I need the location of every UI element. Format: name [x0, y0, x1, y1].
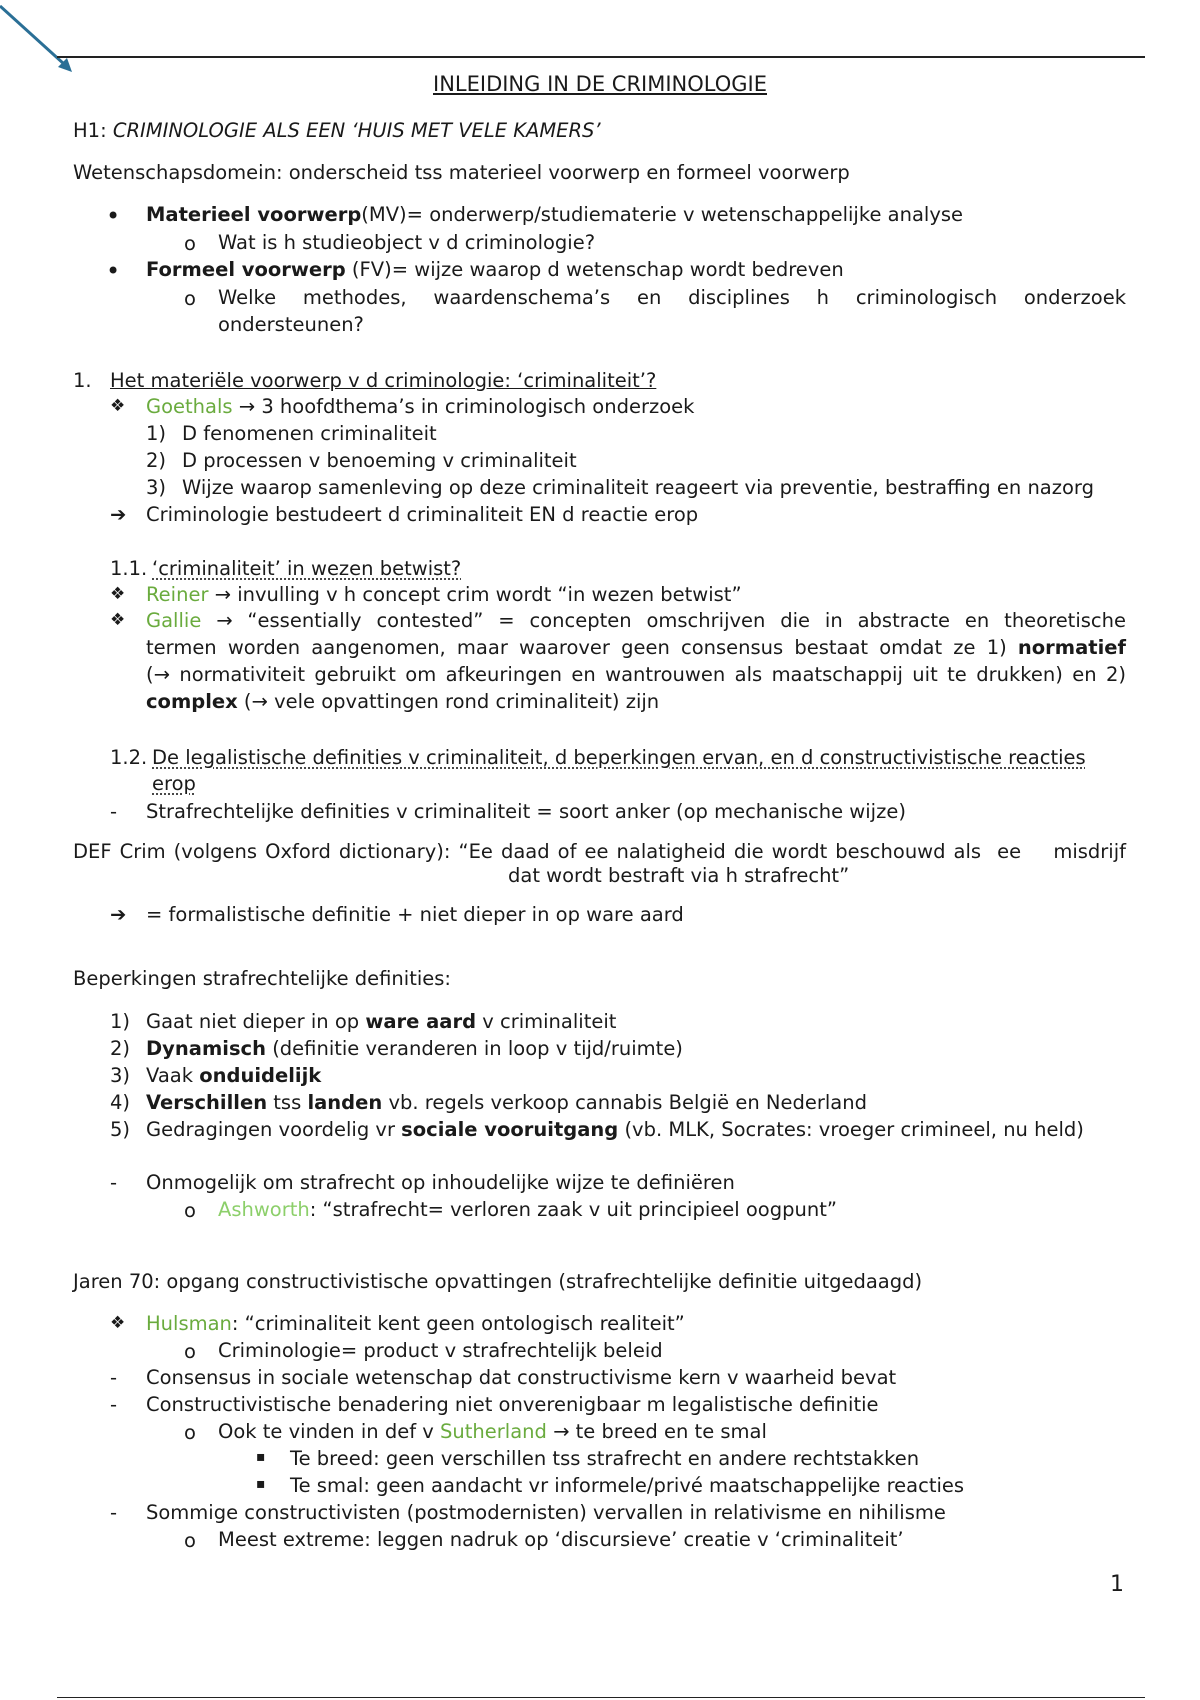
constructivist-item: Constructivistische benadering niet onverenigbaar m legalistische definitie [146, 1393, 879, 1416]
section-1-2-title-line2: erop [152, 772, 196, 795]
limitation-item [146, 1064, 321, 1087]
gallie-normatief: normatief [1017, 636, 1126, 659]
square-bullet-icon: ▪ [256, 1449, 266, 1465]
corner-arrow-icon [0, 0, 80, 80]
limitation-keyword: sociale vooruitgang [401, 1118, 619, 1141]
chapter-title: CRIMINOLOGIE ALS EEN ‘HUIS MET VELE KAMERS’ [112, 119, 601, 142]
dash-bullet: - [110, 1366, 118, 1389]
author-sutherland: Sutherland [440, 1420, 547, 1443]
ashworth-quote: : “strafrecht= verloren zaak v uit principieel oogpunt” [309, 1198, 837, 1221]
gallie-line1 [146, 609, 1126, 632]
sutherland-text: → te breed en te smal [546, 1420, 767, 1443]
limitation-number: 1) [110, 1010, 131, 1033]
circle-bullet-icon: o [184, 287, 196, 310]
limitation-text: Vaak [146, 1064, 200, 1087]
limitation-number: 4) [110, 1091, 131, 1114]
hulsman-subitem: Criminologie= product v strafrechtelijk beleid [218, 1339, 663, 1362]
circle-bullet-icon: o [184, 232, 196, 255]
extreem-item: Meest extreme: leggen nadruk op ‘discursieve’ creatie v ‘criminaliteit’ [218, 1528, 904, 1551]
chapter-heading [73, 119, 601, 142]
limitation-number: 2) [110, 1037, 131, 1060]
mv-subitem: Wat is h studieobject v d criminologie? [218, 231, 596, 254]
fv-subitem-line2: ondersteunen? [218, 313, 364, 336]
limitation-number: 3) [110, 1064, 131, 1087]
diamond-bullet-icon: ❖ [110, 1313, 126, 1333]
consensus-item: Consensus in sociale wetenschap dat constructivisme kern v waarheid bevat [146, 1366, 897, 1389]
bullet-icon: • [106, 257, 121, 285]
crim-conclusion: Criminologie bestudeert d criminaliteit EN d reactie erop [146, 503, 699, 526]
limitation-keyword: landen [307, 1091, 383, 1114]
limitation-text: (definitie veranderen in loop v tijd/ruimte) [266, 1037, 683, 1060]
limitation-keyword: Verschillen [146, 1091, 268, 1114]
theme-number: 2) [146, 449, 167, 472]
arrow-bullet-icon: ➔ [110, 503, 127, 526]
mv-definition: (MV)= onderwerp/studiematerie v wetenschappelijke analyse [361, 203, 964, 226]
reiner-text: → invulling v h concept crim wordt “in wezen betwist” [208, 583, 742, 606]
bullet-icon: • [106, 202, 121, 230]
arrow-bullet-icon: ➔ [110, 903, 127, 926]
gallie-complex: complex [146, 690, 238, 713]
limitation-text: Gaat niet dieper in op [146, 1010, 366, 1033]
section-1-2-title-line1: De legalistische definities v criminaliteit, d beperkingen ervan, en d constructivistische reacties [152, 746, 1086, 769]
limitation-item [146, 1037, 683, 1060]
limitations-heading: Beperkingen strafrechtelijke definities: [73, 967, 451, 990]
gallie-text: termen worden aangenomen, maar waarover geen consensus bestaat omdat ze 1) [146, 636, 1007, 659]
onmogelijk-item: Onmogelijk om strafrecht op inhoudelijke wijze te definiëren [146, 1171, 735, 1194]
limitation-number: 5) [110, 1118, 131, 1141]
theme-item: D fenomenen criminaliteit [182, 422, 437, 445]
limitation-item [146, 1091, 867, 1114]
theme-item: D processen v benoeming v criminaliteit [182, 449, 577, 472]
theme-item: Wijze waarop samenleving op deze criminaliteit reageert via preventie, bestraffing en nazorg [182, 476, 1094, 499]
limitation-keyword: Dynamisch [146, 1037, 266, 1060]
te-breed-item: Te breed: geen verschillen tss strafrecht en andere rechtstakken [290, 1447, 920, 1470]
limitation-text: v criminaliteit [476, 1010, 617, 1033]
limitation-keyword: ware aard [365, 1010, 477, 1033]
author-reiner: Reiner [146, 583, 209, 606]
dash-bullet: - [110, 1501, 118, 1524]
fv-subitem-line1: Welke methodes, waardenschema’s en disciplines h criminologisch onderzoek [218, 286, 1126, 309]
dash-bullet: - [110, 1171, 118, 1194]
fv-item [146, 258, 844, 281]
bottom-rule [57, 1697, 1145, 1698]
chapter-prefix: H1: [73, 119, 113, 142]
jaren70-line: Jaren 70: opgang constructivistische opvattingen (strafrechtelijke definitie uitgedaagd) [73, 1270, 923, 1293]
formalist-note: = formalistische definitie + niet dieper in op ware aard [146, 903, 684, 926]
section-1-2-number: 1.2. [110, 746, 148, 769]
strafrecht-definition: Strafrechtelijke definities v criminaliteit = soort anker (op mechanische wijze) [146, 800, 906, 823]
limitation-text: vb. regels verkoop cannabis België en Nederland [382, 1091, 867, 1114]
ashworth-item [218, 1198, 837, 1221]
hulsman-item [146, 1312, 685, 1335]
limitation-item [146, 1010, 616, 1033]
fv-term: Formeel voorwerp [146, 258, 346, 281]
sutherland-text: Ook te vinden in def v [218, 1420, 441, 1443]
limitation-text: (vb. MLK, Socrates: vroeger crimineel, nu held) [618, 1118, 1084, 1141]
document-title: INLEIDING IN DE CRIMINOLOGIE [433, 72, 767, 96]
diamond-bullet-icon: ❖ [110, 396, 126, 416]
diamond-bullet-icon: ❖ [110, 610, 126, 630]
goethals-text: → 3 hoofdthema’s in criminologisch onderzoek [232, 395, 695, 418]
circle-bullet-icon: o [184, 1199, 196, 1222]
goethals-item [146, 395, 694, 418]
gallie-text: → “essentially contested” = concepten omschrijven die in abstracte en theoretische [201, 609, 1126, 632]
circle-bullet-icon: o [184, 1421, 196, 1444]
mv-item [146, 203, 963, 226]
limitation-keyword: onduidelijk [199, 1064, 322, 1087]
te-smal-item: Te smal: geen aandacht vr informele/privé maatschappelijke reacties [290, 1474, 965, 1497]
fv-definition: (FV)= wijze waarop d wetenschap wordt bedreven [345, 258, 844, 281]
author-goethals: Goethals [146, 395, 233, 418]
gallie-line3: (→ normativiteit gebruikt om afkeuringen en wantrouwen als maatschappij uit te drukken) en 2) [146, 663, 1126, 686]
author-ashworth: Ashworth [218, 1198, 310, 1221]
top-rule [57, 56, 1145, 58]
author-gallie: Gallie [146, 609, 202, 632]
oxford-definition-line1: DEF Crim (volgens Oxford dictionary): “Ee daad of ee nalatigheid die wordt beschouwd als ee misdrijf [73, 840, 1126, 863]
hulsman-quote: : “criminaliteit kent geen ontologisch realiteit” [231, 1312, 685, 1335]
author-hulsman: Hulsman [146, 1312, 232, 1335]
dash-bullet: - [110, 1393, 118, 1416]
circle-bullet-icon: o [184, 1340, 196, 1363]
section-1-title: Het materiële voorwerp v d criminologie: ‘criminaliteit’? [110, 369, 657, 392]
dash-bullet: - [110, 800, 118, 823]
section-1-1-number: 1.1. [110, 557, 148, 580]
limitation-item [146, 1118, 1084, 1141]
theme-number: 3) [146, 476, 167, 499]
sommige-item: Sommige constructivisten (postmodernisten) vervallen in relativisme en nihilisme [146, 1501, 946, 1524]
gallie-line4 [146, 690, 659, 713]
mv-term: Materieel voorwerp [146, 203, 362, 226]
square-bullet-icon: ▪ [256, 1476, 266, 1492]
sutherland-item [218, 1420, 767, 1443]
theme-number: 1) [146, 422, 167, 445]
reiner-item [146, 583, 742, 606]
oxford-definition-line2: dat wordt bestraft via h strafrecht” [508, 864, 850, 887]
domain-line: Wetenschapsdomein: onderscheid tss materieel voorwerp en formeel voorwerp [73, 161, 850, 184]
section-1-1-title: ‘criminaliteit’ in wezen betwist? [152, 557, 462, 580]
section-1-number: 1. [73, 369, 92, 392]
limitation-text: Gedragingen voordelig vr [146, 1118, 402, 1141]
circle-bullet-icon: o [184, 1529, 196, 1552]
gallie-text: (→ vele opvattingen rond criminaliteit) zijn [237, 690, 660, 713]
page-number: 1 [1110, 1572, 1124, 1597]
gallie-line2 [146, 636, 1126, 659]
diamond-bullet-icon: ❖ [110, 584, 126, 604]
limitation-text: tss [267, 1091, 308, 1114]
